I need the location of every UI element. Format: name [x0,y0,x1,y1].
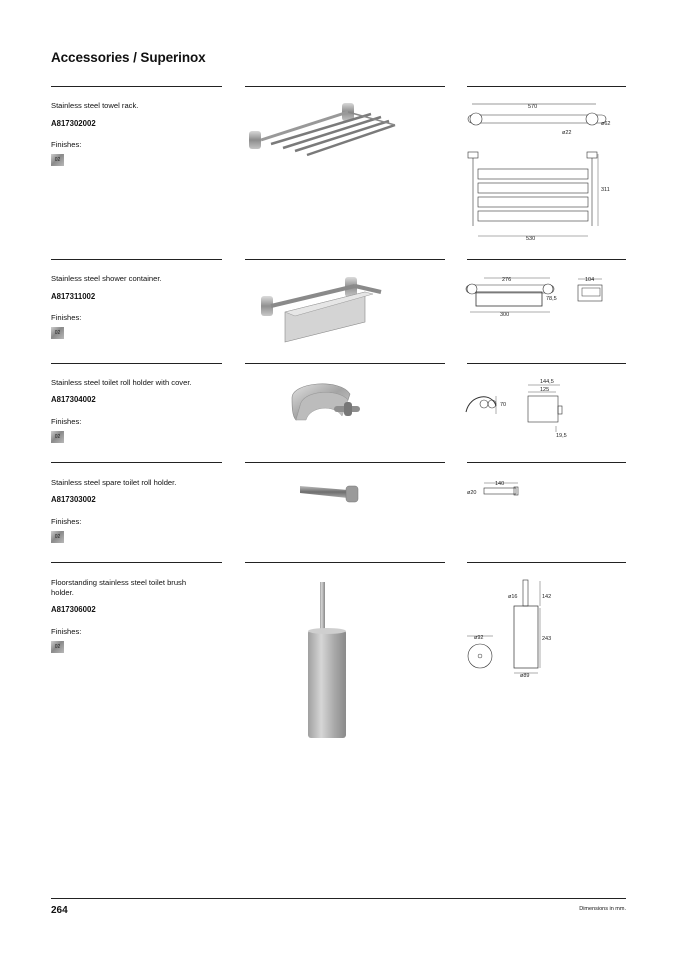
dim-label: ø92 [474,635,484,641]
dim-label: 142 [542,594,552,600]
divider [245,363,445,364]
dim-label: 243 [542,636,552,642]
shower-container-drawing [462,272,627,322]
product-code: A817303002 [51,495,96,504]
dim-label: 70 [500,402,507,408]
dim-label: ø62 [601,121,611,127]
product-code: A817302002 [51,119,96,128]
divider [467,259,626,260]
finish-swatch: 02 [51,154,64,166]
spare-roll-holder-photo [296,478,366,508]
dim-label: 300 [500,312,510,318]
roll-holder-cover-drawing [462,376,627,441]
divider [245,259,445,260]
product-code: A817306002 [51,605,96,614]
dim-label: ø16 [508,594,518,600]
product-description: Stainless steel shower container. [51,274,162,283]
dim-label: 140 [495,481,505,487]
divider [467,363,626,364]
divider [51,259,222,260]
divider [467,86,626,87]
footer-divider [51,898,626,899]
page-number: 264 [51,905,68,916]
dim-label: 570 [528,104,538,110]
divider [51,562,222,563]
dim-label: ø89 [520,673,530,679]
dim-label: 276 [502,277,512,283]
dim-label: 19,5 [556,433,567,439]
shower-container-photo [255,272,405,344]
towel-rack-photo [245,100,405,165]
divider [245,462,445,463]
dim-label: 530 [526,236,536,242]
roll-holder-cover-photo [280,376,370,426]
dimensions-note: Dimensions in mm. [579,906,626,912]
dim-label: ø20 [467,490,477,496]
product-description: Stainless steel spare toilet roll holder. [51,478,177,487]
spare-roll-holder-drawing [462,478,542,500]
product-code: A817311002 [51,292,96,301]
divider [51,363,222,364]
finish-swatch: 02 [51,641,64,653]
divider [467,562,626,563]
divider [245,86,445,87]
divider [245,562,445,563]
finish-swatch: 02 [51,327,64,339]
toilet-brush-drawing [462,578,572,688]
finish-swatch: 02 [51,531,64,543]
divider [51,86,222,87]
dim-label: 78,5 [546,296,557,302]
divider [51,462,222,463]
product-description: Stainless steel towel rack. [51,101,139,110]
finishes-label: Finishes: [51,417,82,426]
product-description: Stainless steel toilet roll holder with cover. [51,378,192,387]
dim-label: ø22 [562,130,572,136]
product-code: A817304002 [51,395,96,404]
product-description: Floorstanding stainless steel toilet brush holder. [51,578,187,597]
toilet-brush-photo [300,578,360,743]
finishes-label: Finishes: [51,313,82,322]
towel-rack-drawing [462,98,627,243]
dim-label: 104 [585,277,595,283]
divider [467,462,626,463]
page-title: Accessories / Superinox [51,50,206,65]
dim-label: 311 [601,187,610,193]
finishes-label: Finishes: [51,627,82,636]
finishes-label: Finishes: [51,517,82,526]
finish-swatch: 02 [51,431,64,443]
dim-label: 144,5 [540,379,554,385]
finishes-label: Finishes: [51,140,82,149]
dim-label: 125 [540,387,550,393]
